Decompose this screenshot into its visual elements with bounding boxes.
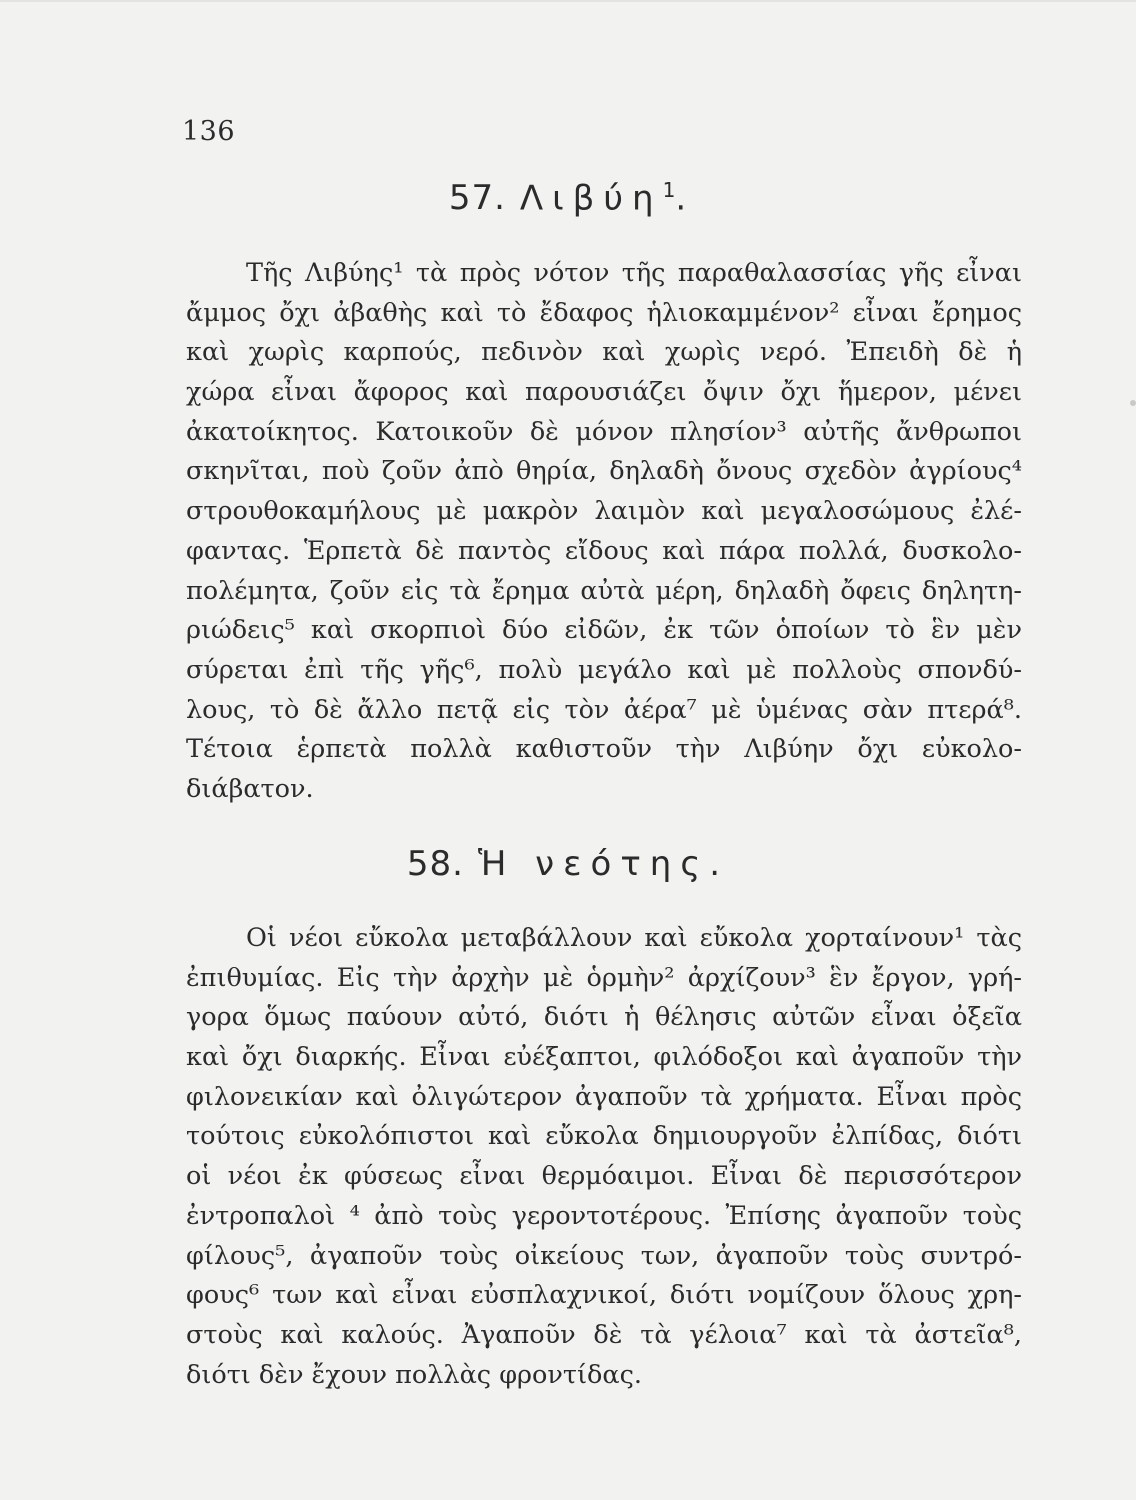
text-line: τούτοις εὐκολόπιστοι καὶ εὔκολα δημιουργοῦν ἐλπίδας, διότι (186, 1121, 1022, 1152)
text-line: πολέμητα, ζοῦν εἰς τὰ ἔρημα αὐτὰ μέρη, δηλαδὴ ὄφεις δηλητη- (186, 575, 1022, 606)
text-line: ἀκατοίκητος. Κατοικοῦν δὲ μόνον πλησίον³ αὐτῆς ἄνθρωποι (186, 416, 1022, 447)
section-58-paragraph (186, 919, 1022, 1395)
text-line: διάβατον. (186, 773, 314, 804)
text-line: γορα ὅμως παύουν αὐτό, διότι ἡ θέλησις αὐτῶν εἶναι ὀξεῖα (186, 1002, 1022, 1033)
title-footnote-marker: 1 (662, 178, 676, 202)
section-title: Λιβύη (519, 178, 663, 219)
section-number: 57. (448, 178, 506, 219)
section-title: Ἡ νεότης. (477, 844, 730, 884)
text-line: λους, τὸ δὲ ἄλλο πετᾷ εἰς τὸν ἀέρα⁷ μὲ ὑμένας σὰν πτερά⁸. (186, 694, 1022, 725)
page-number: 136 (182, 116, 236, 147)
text-line: χώρα εἶναι ἄφορος καὶ παρουσιάζει ὄψιν ὄχι ἥμερον, μένει (186, 377, 1022, 408)
text-line: Οἱ νέοι εὔκολα μεταβάλλουν καὶ εὔκολα χορταίνουν¹ τὰς (246, 923, 1022, 953)
text-line: σύρεται ἐπὶ τῆς γῆς⁶, πολὺ μεγάλο καὶ μὲ πολλοὺς σπονδύ- (186, 654, 1022, 685)
section-heading-57 (0, 178, 1136, 218)
text-line: φίλους⁵, ἀγαποῦν τοὺς οἰκείους των, ἀγαποῦν τοὺς συντρό- (186, 1240, 1022, 1271)
section-heading-58 (0, 844, 1136, 884)
text-line: Τῆς Λιβύης¹ τὰ πρὸς νότον τῆς παραθαλασσίας γῆς εἶναι (246, 258, 1022, 288)
title-period: . (675, 178, 688, 219)
text-line: στρουθοκαμήλους μὲ μακρὸν λαιμὸν καὶ μεγαλοσώμους ἐλέ- (186, 496, 1022, 527)
text-line: ριώδεις⁵ καὶ σκορπιοὶ δύο εἰδῶν, ἐκ τῶν ὁποίων τὸ ἓν μὲν (186, 615, 1022, 646)
section-57-paragraph (186, 254, 1022, 810)
text-line: ἄμμος ὄχι ἀβαθὴς καὶ τὸ ἔδαφος ἡλιοκαμμένον² εἶναι ἔρημος (186, 297, 1022, 328)
text-line: ἐντροπαλοὶ ⁴ ἀπὸ τοὺς γεροντοτέρους. Ἐπίσης ἀγαποῦν τοὺς (186, 1200, 1022, 1231)
text-line: ἐπιθυμίας. Εἰς τὴν ἀρχὴν μὲ ὁρμὴν² ἀρχίζουν³ ἓν ἔργον, γρή- (186, 962, 1022, 993)
section-number: 58. (406, 844, 464, 884)
text-line: καὶ χωρὶς καρπούς, πεδινὸν καὶ χωρὶς νερό. Ἐπειδὴ δὲ ἡ (186, 337, 1022, 368)
text-line: οἱ νέοι ἐκ φύσεως εἶναι θερμόαιμοι. Εἶναι δὲ περισσότερον (186, 1161, 1022, 1192)
text-line: σκηνῖται, ποὺ ζοῦν ἀπὸ θηρία, δηλαδὴ ὄνους σχεδὸν ἀγρίους⁴ (186, 456, 1022, 487)
text-line: Τέτοια ἑρπετὰ πολλὰ καθιστοῦν τὴν Λιβύην ὄχι εὐκολο- (186, 734, 1022, 765)
text-line: διότι δὲν ἔχουν πολλὰς φροντίδας. (186, 1359, 642, 1390)
text-line: καὶ ὄχι διαρκής. Εἶναι εὐέξαπτοι, φιλόδοξοι καὶ ἀγαποῦν τὴν (186, 1042, 1022, 1073)
text-line: φαντας. Ἑρπετὰ δὲ παντὸς εἴδους καὶ πάρα πολλά, δυσκολο- (186, 535, 1022, 566)
text-line: στοὺς καὶ καλούς. Ἀγαποῦν δὲ τὰ γέλοια⁷ καὶ τὰ ἀστεῖα⁸, (186, 1319, 1022, 1350)
text-line: φους⁶ των καὶ εἶναι εὐσπλαχνικοί, διότι νομίζουν ὅλους χρη- (186, 1280, 1022, 1311)
page-top-edge (0, 0, 1136, 2)
text-line: φιλονεικίαν καὶ ὀλιγώτερον ἀγαποῦν τὰ χρήματα. Εἶναι πρὸς (186, 1081, 1022, 1112)
paper-speck (1130, 400, 1136, 406)
